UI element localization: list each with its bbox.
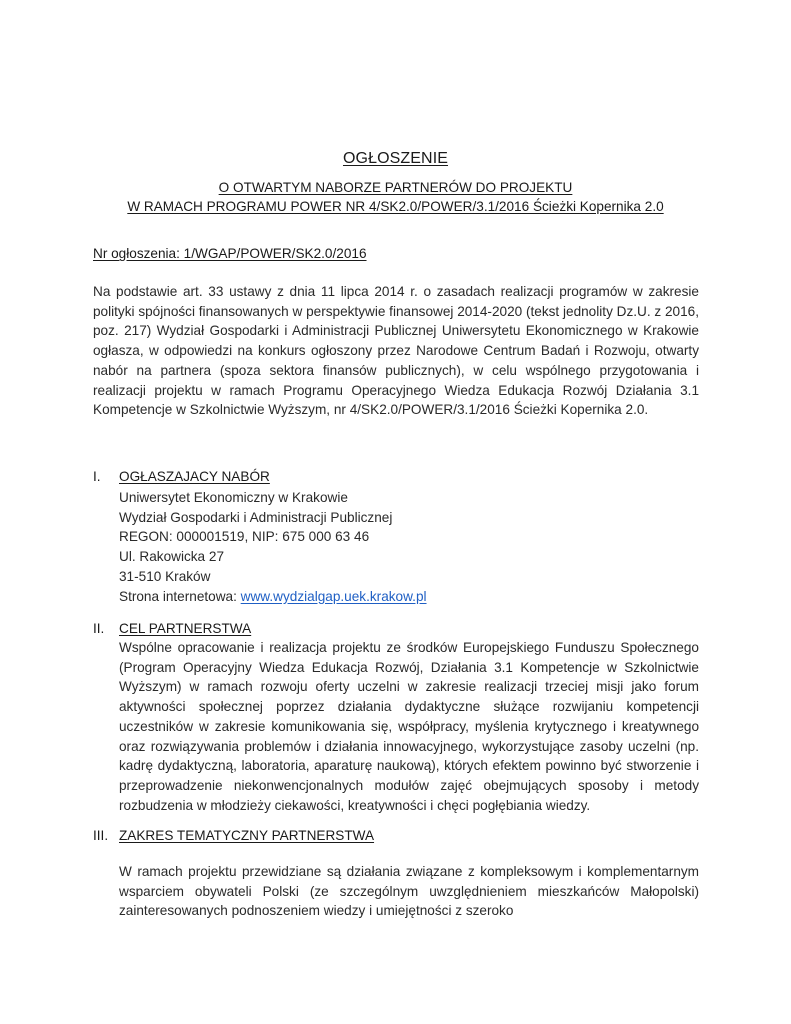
document-subtitle-line1: O OTWARTYM NABORZE PARTNERÓW DO PROJEKTU — [218, 180, 573, 195]
organizer-postal-city: 31-510 Kraków — [119, 568, 211, 584]
organizer-faculty: Wydział Gospodarki i Administracji Publicznej — [119, 509, 393, 525]
section1-number: I. — [93, 469, 101, 484]
section2-heading: CEL PARTNERSTWA — [119, 621, 252, 636]
organizer-website — [119, 587, 427, 607]
announcement-number: Nr ogłoszenia: 1/WGAP/POWER/SK2.0/2016 — [93, 246, 367, 261]
organizer-university: Uniwersytet Ekonomiczny w Krakowie — [119, 490, 348, 505]
section2-body: Wspólne opracowanie i realizacja projektu ze środków Europejskiego Funduszu Społecznego (Program Operacyjny Wiedza Edukacja Rozwój, Działania 3.1 Kompetencje w Szkolnictwie Wyższym) w ramach rozwoju oferty uczelni w zakresie realizacji trzeciej misji jako forum aktywności społecznej poprzez działania dydaktyczne służące rozwijaniu kompetencji uczestników w zakresie komunikowania się, współpracy, myślenia krytycznego i kreatywnego oraz rozwiązywania problemów i działania innowacyjnego, wykorzystujące zasoby uczelni (np. kadrę dydaktyczną, laboratoria, aparaturę naukową), których efektem powinno być stworzenie i przeprowadzenie niekonwencjonalnych modułów zajęć obejmujących sposoby i metody rozbudzenia w młodzieży ciekawości, kreatywności i chęci pogłębiania wiedzy. — [119, 640, 699, 813]
intro-paragraph: Na podstawie art. 33 ustawy z dnia 11 lipca 2014 r. o zasadach realizacji programów w zakresie polityki spójności finansowanych w perspektywie finansowej 2014-2020 (tekst jednolity Dz.U. z 2016, poz. 217) Wydział Gospodarki i Administracji Publicznej Uniwersytetu Ekonomicznego w Krakowie ogłasza, w odpowiedzi na konkurs ogłoszony przez Narodowe Centrum Badań i Rozwoju, otwarty nabór na partnera (spoza sektora finansów publicznych), w celu wspólnego przygotowania i realizacji projektu w ramach Programu Operacyjnego Wiedza Edukacja Rozwój Działania 3.1 Kompetencje w Szkolnictwie Wyższym, nr 4/SK2.0/POWER/3.1/2016 Ścieżki Kopernika 2.0. — [93, 284, 699, 418]
section1-heading: OGŁASZAJACY NABÓR — [119, 469, 270, 484]
website-label: Strona internetowa: — [119, 588, 241, 604]
organizer-street: Ul. Rakowicka 27 — [119, 549, 225, 565]
organizer-regon-nip: REGON: 000001519, NIP: 675 000 63 46 — [119, 529, 370, 545]
document-subtitle-line2: W RAMACH PROGRAMU POWER NR 4/SK2.0/POWER/3.1/2016 Ścieżki Kopernika 2.0 — [127, 199, 664, 214]
organizer-address — [119, 488, 427, 606]
website-link[interactable]: www.wydzialgap.uek.krakow.pl — [240, 588, 427, 604]
section3-number: III. — [93, 828, 109, 843]
section2-number: II. — [93, 621, 105, 636]
document-title: OGŁOSZENIE — [342, 150, 449, 167]
section3-heading: ZAKRES TEMATYCZNY PARTNERSTWA — [119, 828, 375, 843]
section3-body: W ramach projektu przewidziane są działania związane z kompleksowym i komplementarnym wsparciem obywateli Polski (ze szczególnym uwzględnieniem mieszkańców Małopolski) zainteresowanych podnoszeniem wiedzy i umiejętności z szeroko — [119, 864, 699, 919]
